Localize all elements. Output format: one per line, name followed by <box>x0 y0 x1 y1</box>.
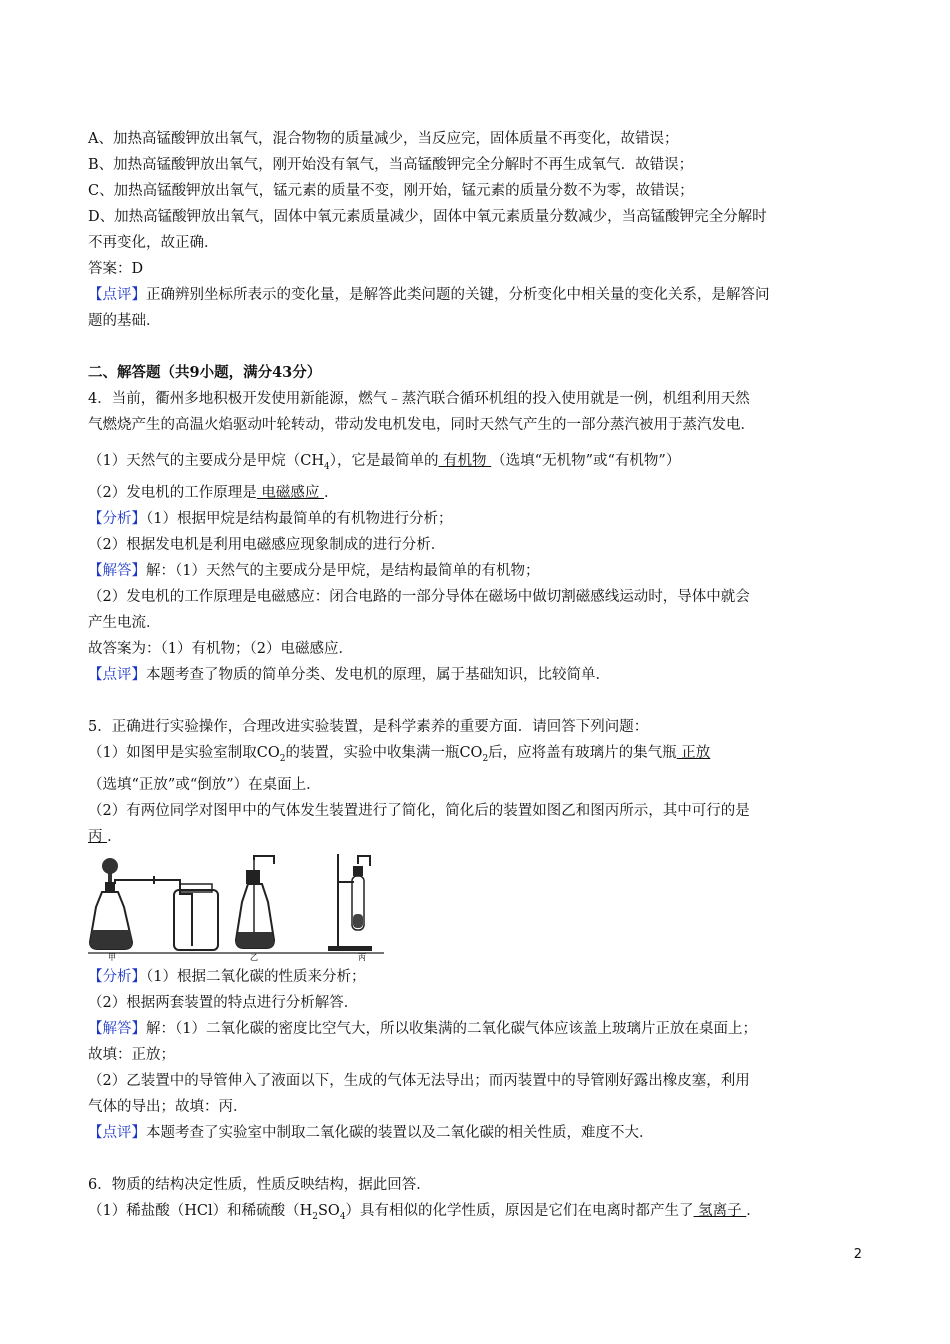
q4-stem: 4．当前，衢州多地积极开发使用新能源，燃气﹣蒸汽联合循环机组的投入使用就是一例，机组利用天然 <box>88 391 750 407</box>
q4-solution: 【解答】解：（1）天然气的主要成分是甲烷，是结构最简单的有机物； <box>88 562 540 579</box>
answer-blank: 丙 <box>88 828 108 845</box>
q4-part2: （2）发电机的工作原理是 电磁感应 ． <box>88 484 339 501</box>
option-a: A、加热高锰酸钾放出氧气，混合物物的质量减少，当反应完，固体质量不再变化，故错误； <box>88 131 679 147</box>
option-d: D、加热高锰酸钾放出氧气，固体中氧元素质量减少，固体中氧元素质量分数减少，当高锰酸钾完全分解时 <box>88 209 767 225</box>
answer-blank: 有机物 <box>438 453 492 469</box>
page-number: 2 <box>853 1247 862 1262</box>
apparatus-yi <box>236 856 274 962</box>
q5-part1: （1）如图甲是实验室制取$CO_2$的装置，实验中收集满一瓶$CO_2$后，应将盖有玻璃片的集气瓶 正放 <box>88 744 711 764</box>
option-d-cont: 不再变化，故正确． <box>88 235 219 251</box>
q6-part1: （1）稀盐酸（HCl）和稀硫酸$(H_2SO_4)$具有相似的化学性质，原因是它们在电离时都产生了 氢离子 ． <box>88 1202 761 1222</box>
q4-analysis: 【分析】（1）根据甲烷是结构最简单的有机物进行分析； <box>88 510 453 527</box>
q4-stem-cont: 气燃烧产生的高温火焰驱动叶轮转动，带动发电机发电，同时天然气产生的一部分蒸汽被用于蒸汽发电． <box>88 417 755 433</box>
q5-solution-4: 气体的导出；故填：丙． <box>88 1098 248 1115</box>
q4-comment: 【点评】本题考查了物质的简单分类、发电机的原理，属于基础知识，比较简单． <box>88 666 610 683</box>
q5-part2: （2）有两位同学对图甲中的气体发生装置进行了简化，简化后的装置如图乙和图丙所示，其中可行的是 <box>88 802 750 819</box>
q4-solution-2: （2）发电机的工作原理是电磁感应：闭合电路的一部分导体在磁场中做切割磁感线运动时，导体中就会 <box>88 588 750 605</box>
q5-comment: 【点评】本题考查了实验室中制取二氧化碳的装置以及二氧化碳的相关性质，难度不大． <box>88 1124 654 1141</box>
answer-blank: 氢离子 <box>693 1202 747 1219</box>
q5-solution-3: （2）乙装置中的导管伸入了液面以下，生成的气体无法导出；而丙装置中的导管刚好露出橡皮塞，利用 <box>88 1072 750 1089</box>
section-title: 二、解答题（共9小题，满分43分） <box>88 364 322 381</box>
answer-blank: 电磁感应 <box>256 484 324 501</box>
apparatus-bing <box>328 854 372 962</box>
option-b: B、加热高锰酸钾放出氧气，刚开始没有氧气，当高锰酸钾完全分解时不再生成氧气．故错误； <box>88 157 694 173</box>
q5-analysis-2: （2）根据两套装置的特点进行分析解答． <box>88 994 359 1011</box>
apparatus-jia <box>90 858 218 962</box>
q5-part2-answer: 丙 ． <box>88 828 122 845</box>
document-body <box>88 126 868 1230</box>
q6-stem: 6．物质的结构决定性质，性质反映结构，据此回答． <box>88 1176 431 1193</box>
prev-comment-cont: 题的基础． <box>88 313 161 329</box>
fig-label-bing: 丙 <box>358 952 366 962</box>
q4-answer: 故答案为：（1）有机物；（2）电磁感应． <box>88 640 353 657</box>
q4-part1: （1）天然气的主要成分是甲烷$(CH_4)$，它是最简单的 有机物 （选填“无机物”或“有机物”） <box>88 453 681 472</box>
prev-answer: 答案：D <box>88 261 144 277</box>
answer-blank: 正放 <box>676 744 711 761</box>
q4-solution-3: 产生电流． <box>88 614 161 631</box>
comment-tag: 【点评】 <box>88 287 146 303</box>
apparatus-figure <box>88 852 388 962</box>
q5-solution-2: 故填：正放； <box>88 1046 175 1063</box>
q4-analysis-2: （2）根据发电机是利用电磁感应现象制成的进行分析． <box>88 536 446 553</box>
q5-stem: 5．正确进行实验操作，合理改进实验装置，是科学素养的重要方面．请回答下列问题： <box>88 718 649 735</box>
option-c: C、加热高锰酸钾放出氧气，锰元素的质量不变，刚开始，锰元素的质量分数不为零，故错误； <box>88 183 694 199</box>
fig-label-yi: 乙 <box>250 952 258 962</box>
q5-solution: 【解答】解：（1）二氧化碳的密度比空气大，所以收集满的二氧化碳气体应该盖上玻璃片正放在桌面上； <box>88 1020 757 1037</box>
fig-label-jia: 甲 <box>108 952 116 962</box>
q5-analysis: 【分析】（1）根据二氧化碳的性质来分析； <box>88 968 366 985</box>
prev-comment: 【点评】正确辨别坐标所表示的变化量，是解答此类问题的关键，分析变化中相关量的变化关系，是解答问 <box>88 287 770 303</box>
q5-part1-cont: （选填“正放”或“倒放”）在桌面上． <box>88 776 321 793</box>
